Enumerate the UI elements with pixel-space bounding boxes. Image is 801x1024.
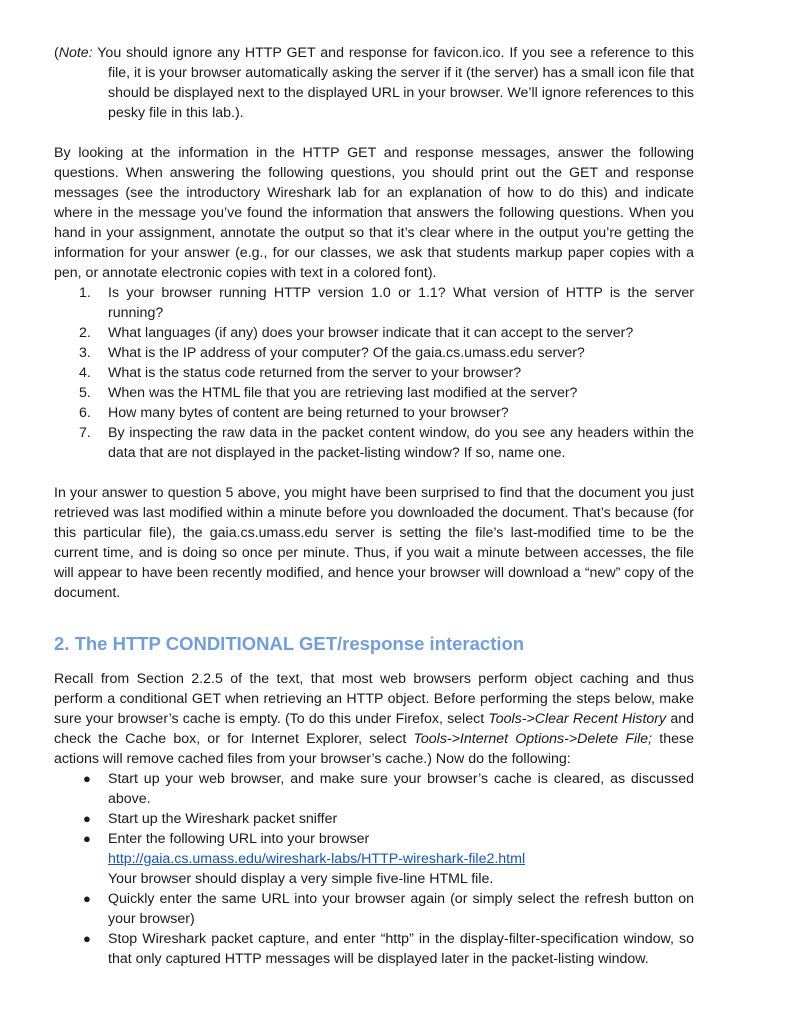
step-item-1 — [54, 769, 694, 809]
question-text: Is your browser running HTTP version 1.0 or 1.1? What version of HTTP is the server running? — [108, 285, 694, 321]
step-item-4 — [54, 889, 694, 929]
note-prefix: ( — [54, 45, 59, 61]
step-item-2 — [54, 809, 694, 829]
firefox-menu-path: Tools->Clear Recent History — [488, 711, 667, 727]
document-page — [54, 43, 694, 969]
question-list — [54, 283, 694, 463]
bullet-icon: ● — [83, 811, 91, 826]
step-text: Enter the following URL into your browser — [108, 831, 370, 847]
spacer — [54, 463, 694, 483]
question-text: When was the HTML file that you are retrieving last modified at the server? — [108, 385, 578, 401]
bullet-icon: ● — [83, 771, 91, 786]
question-number: 6. — [79, 405, 91, 421]
section-text-part3: these actions will remove cached files from your browser’s cache.) Now do the following: — [54, 731, 694, 767]
bullet-icon: ● — [83, 831, 91, 846]
note-text: You should ignore any HTTP GET and response for favicon.ico. If you see a reference to this file, it is your browser automatically asking the server if it (the server) has a small icon file that should be displayed next to the displayed URL in your browser. We’ll ignore references to this pesky file in this lab.). — [92, 45, 694, 121]
note-paragraph — [54, 43, 694, 123]
step-text: Quickly enter the same URL into your browser again (or simply select the refresh button on your browser) — [108, 891, 694, 927]
question5-paragraph: In your answer to question 5 above, you might have been surprised to find that the document you just retrieved was last modified within a minute before you downloaded the document. That’s because (for this particular file), the gaia.cs.umass.edu server is setting the file’s last-modified time to be the current time, and is doing so once per minute. Thus, if you wait a minute between accesses, the file will appear to have been recently modified, and hence your browser will download a “new” copy of the document. — [54, 485, 694, 601]
question-number: 3. — [79, 345, 91, 361]
question-text: What languages (if any) does your browser indicate that it can accept to the server? — [108, 325, 634, 341]
question-number: 4. — [79, 365, 91, 381]
section-text-part1: Recall from Section 2.2.5 of the text, that most web browsers perform object caching and thus perform a conditional GET when retrieving an HTTP object. Before performing the steps below, make sure your browser’s cache is empty. (To do this under Firefox, select — [54, 671, 694, 727]
spacer — [54, 123, 694, 143]
question-item-7 — [54, 423, 694, 463]
steps-list — [54, 769, 694, 969]
step-text: Start up the Wireshark packet sniffer — [108, 811, 338, 827]
wireshark-file2-link[interactable]: http://gaia.cs.umass.edu/wireshark-labs/HTTP-wireshark-file2.html — [108, 851, 526, 867]
question-number: 1. — [79, 285, 91, 301]
step-text-after-link: Your browser should display a very simple five-line HTML file. — [108, 871, 494, 887]
question-item-1 — [54, 283, 694, 323]
question-item-6 — [54, 403, 694, 423]
step-item-5 — [54, 929, 694, 969]
bullet-icon: ● — [83, 931, 91, 946]
question-text: What is the status code returned from the server to your browser? — [108, 365, 522, 381]
step-text: Start up your web browser, and make sure your browser’s cache is cleared, as discussed above. — [108, 771, 694, 807]
question-number: 7. — [79, 425, 91, 441]
question-text: What is the IP address of your computer? Of the gaia.cs.umass.edu server? — [108, 345, 585, 361]
note-label: Note: — [58, 45, 93, 61]
question-number: 5. — [79, 385, 91, 401]
question-text: How many bytes of content are being returned to your browser? — [108, 405, 509, 421]
section-text-part2: and check the Cache box, or for Internet Explorer, select — [54, 711, 695, 747]
question-item-3 — [54, 343, 694, 363]
section-heading: 2. The HTTP CONDITIONAL GET/response interaction — [54, 633, 525, 654]
section-paragraph — [54, 669, 694, 769]
ie-menu-path: Tools->Internet Options->Delete File; — [413, 731, 653, 747]
question-number: 2. — [79, 325, 91, 341]
question-item-5 — [54, 383, 694, 403]
question-item-4 — [54, 363, 694, 383]
spacer — [54, 603, 694, 623]
intro-paragraph: By looking at the information in the HTTP GET and response messages, answer the following questions. When answering the following questions, you should print out the GET and response messages (see the introductory Wireshark lab for an explanation of how to do this) and indicate where in the message you’ve found the information that answers the following questions. When you hand in your assignment, annotate the output so that it’s clear where in the output you’re getting the information for your answer (e.g., for our classes, we ask that students markup paper copies with a pen, or annotate electronic copies with text in a colored font). — [54, 145, 694, 281]
step-item-3 — [54, 829, 694, 889]
bullet-icon: ● — [83, 891, 91, 906]
question-text: By inspecting the raw data in the packet content window, do you see any headers within the data that are not displayed in the packet-listing window? If so, name one. — [108, 425, 694, 461]
question-item-2 — [54, 323, 694, 343]
step-text: Stop Wireshark packet capture, and enter “http” in the display-filter-specification window, so that only captured HTTP messages will be displayed later in the packet-listing window. — [108, 931, 694, 967]
